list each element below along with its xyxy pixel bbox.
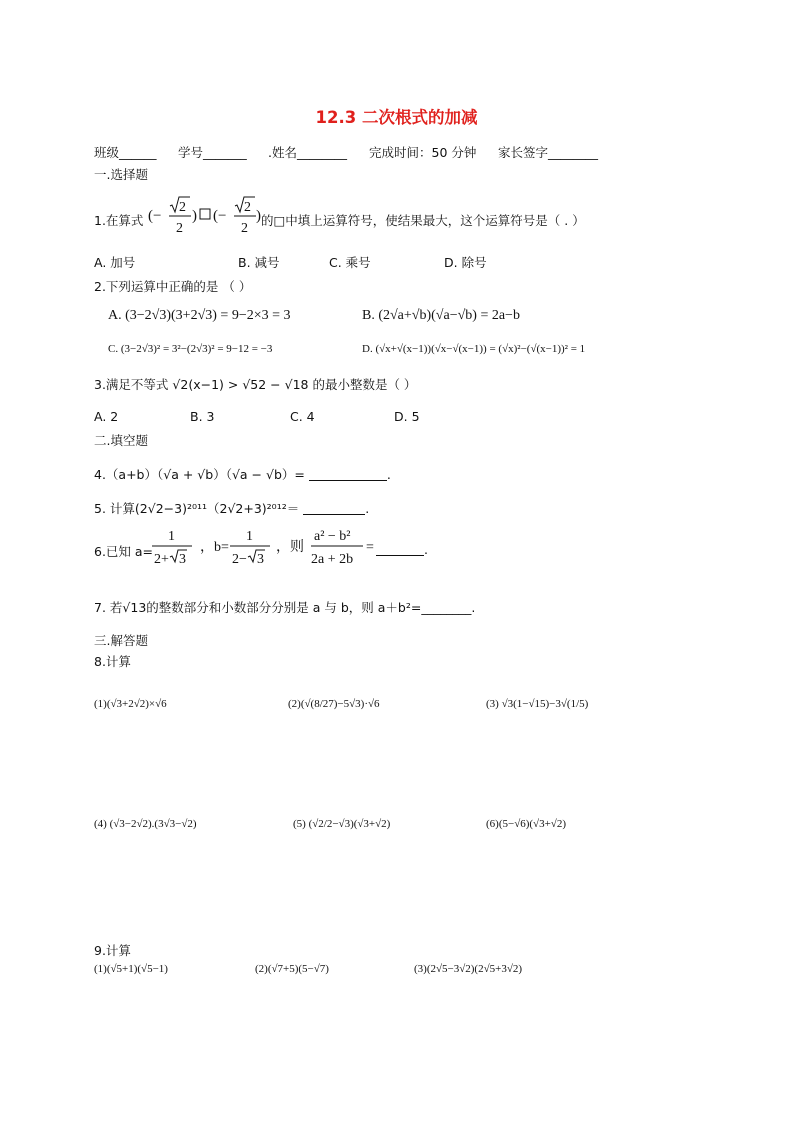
- q3-option-a: A. 2: [94, 409, 119, 424]
- q3-option-d: D. 5: [394, 409, 420, 424]
- q3-stem: 3.满足不等式 √2(x−1) > √52 − √18 的最小整数是（ ）: [94, 377, 417, 392]
- svg-text:2: 2: [241, 221, 248, 236]
- svg-text:2: 2: [179, 200, 186, 215]
- q9-part-1: (1)(√5+1)(√5−1): [94, 963, 168, 975]
- svg-text:2−: 2−: [232, 552, 247, 567]
- svg-text:): ): [192, 208, 197, 224]
- section-multiple-choice: 一.选择题: [94, 167, 148, 182]
- svg-text:，b=: ，b=: [200, 540, 229, 555]
- svg-text:2+: 2+: [154, 552, 169, 567]
- svg-text:1: 1: [246, 529, 253, 544]
- q3-option-b: B. 3: [190, 409, 215, 424]
- svg-text:(−: (−: [213, 208, 227, 224]
- svg-text:3: 3: [179, 552, 186, 567]
- q3-option-c: C. 4: [290, 409, 315, 424]
- q2-option-c: C. (3−2√3)² = 3²−(2√3)² = 9−12 = −3: [108, 343, 273, 355]
- q6-expression-graphic: [148, 527, 378, 571]
- q6-expression: [148, 527, 378, 574]
- q1-number: 1.在算式: [94, 213, 144, 228]
- q9-part-2: (2)(√7+5)(5−√7): [255, 963, 329, 975]
- q2-option-a: A. (3−2√3)(3+2√3) = 9−2×3 = 3: [108, 308, 291, 323]
- section-solve: 三.解答题: [94, 633, 148, 648]
- q1-stem: 的□中填上运算符号，使结果最大，这个运算符号是（ . ）: [261, 213, 585, 228]
- svg-text:): ): [256, 208, 261, 224]
- q8-part-5: (5) (√2/2−√3)(√3+√2): [293, 818, 391, 830]
- q6-answer: .: [376, 542, 428, 557]
- svg-text:2: 2: [176, 221, 183, 236]
- svg-text:a² − b²: a² − b²: [314, 529, 351, 544]
- q8-part-3: (3) √3(1−√15)−3√(1/5): [486, 698, 589, 710]
- q1-option-c: C. 乘号: [329, 255, 371, 270]
- svg-text:1: 1: [168, 529, 175, 544]
- section-fill-blank: 二.填空题: [94, 433, 148, 448]
- q8-part-6: (6)(5−√6)(√3+√2): [486, 818, 566, 830]
- svg-text:2: 2: [244, 200, 251, 215]
- q6-answer-blank[interactable]: [376, 542, 424, 556]
- q9-heading: 9.计算: [94, 943, 131, 958]
- completion-time-label: 完成时间：50 分钟: [369, 145, 477, 160]
- parent-signature-label: 家长签字________: [498, 145, 599, 160]
- q2-option-d: D. (√x+√(x−1))(√x−√(x−1)) = (√x)²−(√(x−1))² = 1: [362, 343, 586, 355]
- q4-text: 4.（a+b）（√a + √b）（√a − √b）=: [94, 467, 305, 482]
- svg-text:2a + 2b: 2a + 2b: [311, 552, 354, 567]
- q1-expression-graphic: [148, 194, 260, 238]
- q8-part-1: (1)(√3+2√2)×√6: [94, 698, 167, 710]
- q1-option-d: D. 除号: [444, 255, 487, 270]
- q1-option-a: A. 加号: [94, 255, 136, 270]
- q4: 4.（a+b）（√a + √b）（√a − √b）= .: [94, 467, 391, 482]
- svg-text:，则: ，则: [276, 540, 304, 555]
- q1-expression: [148, 194, 260, 241]
- student-number-label: 学号_______: [178, 145, 247, 160]
- q8-part-4: (4) (√3−2√2).(3√3−√2): [94, 818, 197, 830]
- name-label: .姓名________: [268, 145, 347, 160]
- q1-option-b: B. 减号: [238, 255, 280, 270]
- svg-text:3: 3: [257, 552, 264, 567]
- q5-answer-blank[interactable]: [303, 501, 365, 515]
- q2-option-b: B. (2√a+√b)(√a−√b) = 2a−b: [362, 308, 520, 323]
- q4-answer-blank[interactable]: [309, 467, 387, 481]
- svg-text:=: =: [366, 540, 374, 555]
- class-label: 班级______: [94, 145, 157, 160]
- q9-part-3: (3)(2√5−3√2)(2√5+3√2): [414, 963, 523, 975]
- q2-stem: 2.下列运算中正确的是 （ ）: [94, 279, 252, 294]
- q8-part-2: (2)(√(8/27)−5√3)·√6: [288, 698, 380, 710]
- svg-text:(−: (−: [148, 208, 162, 224]
- q5: 5. 计算(2√2−3)²⁰¹¹（2√2+3)²⁰¹²＝ .: [94, 501, 370, 516]
- q6-prefix: 6.已知 a=: [94, 544, 154, 559]
- q5-text: 5. 计算(2√2−3)²⁰¹¹（2√2+3)²⁰¹²＝: [94, 501, 300, 516]
- q8-heading: 8.计算: [94, 654, 131, 669]
- page-title: 12.3 二次根式的加减: [315, 108, 478, 127]
- q7: 7. 若√13的整数部分和小数部分分别是 a 与 b，则 a＋b²=________.: [94, 600, 476, 615]
